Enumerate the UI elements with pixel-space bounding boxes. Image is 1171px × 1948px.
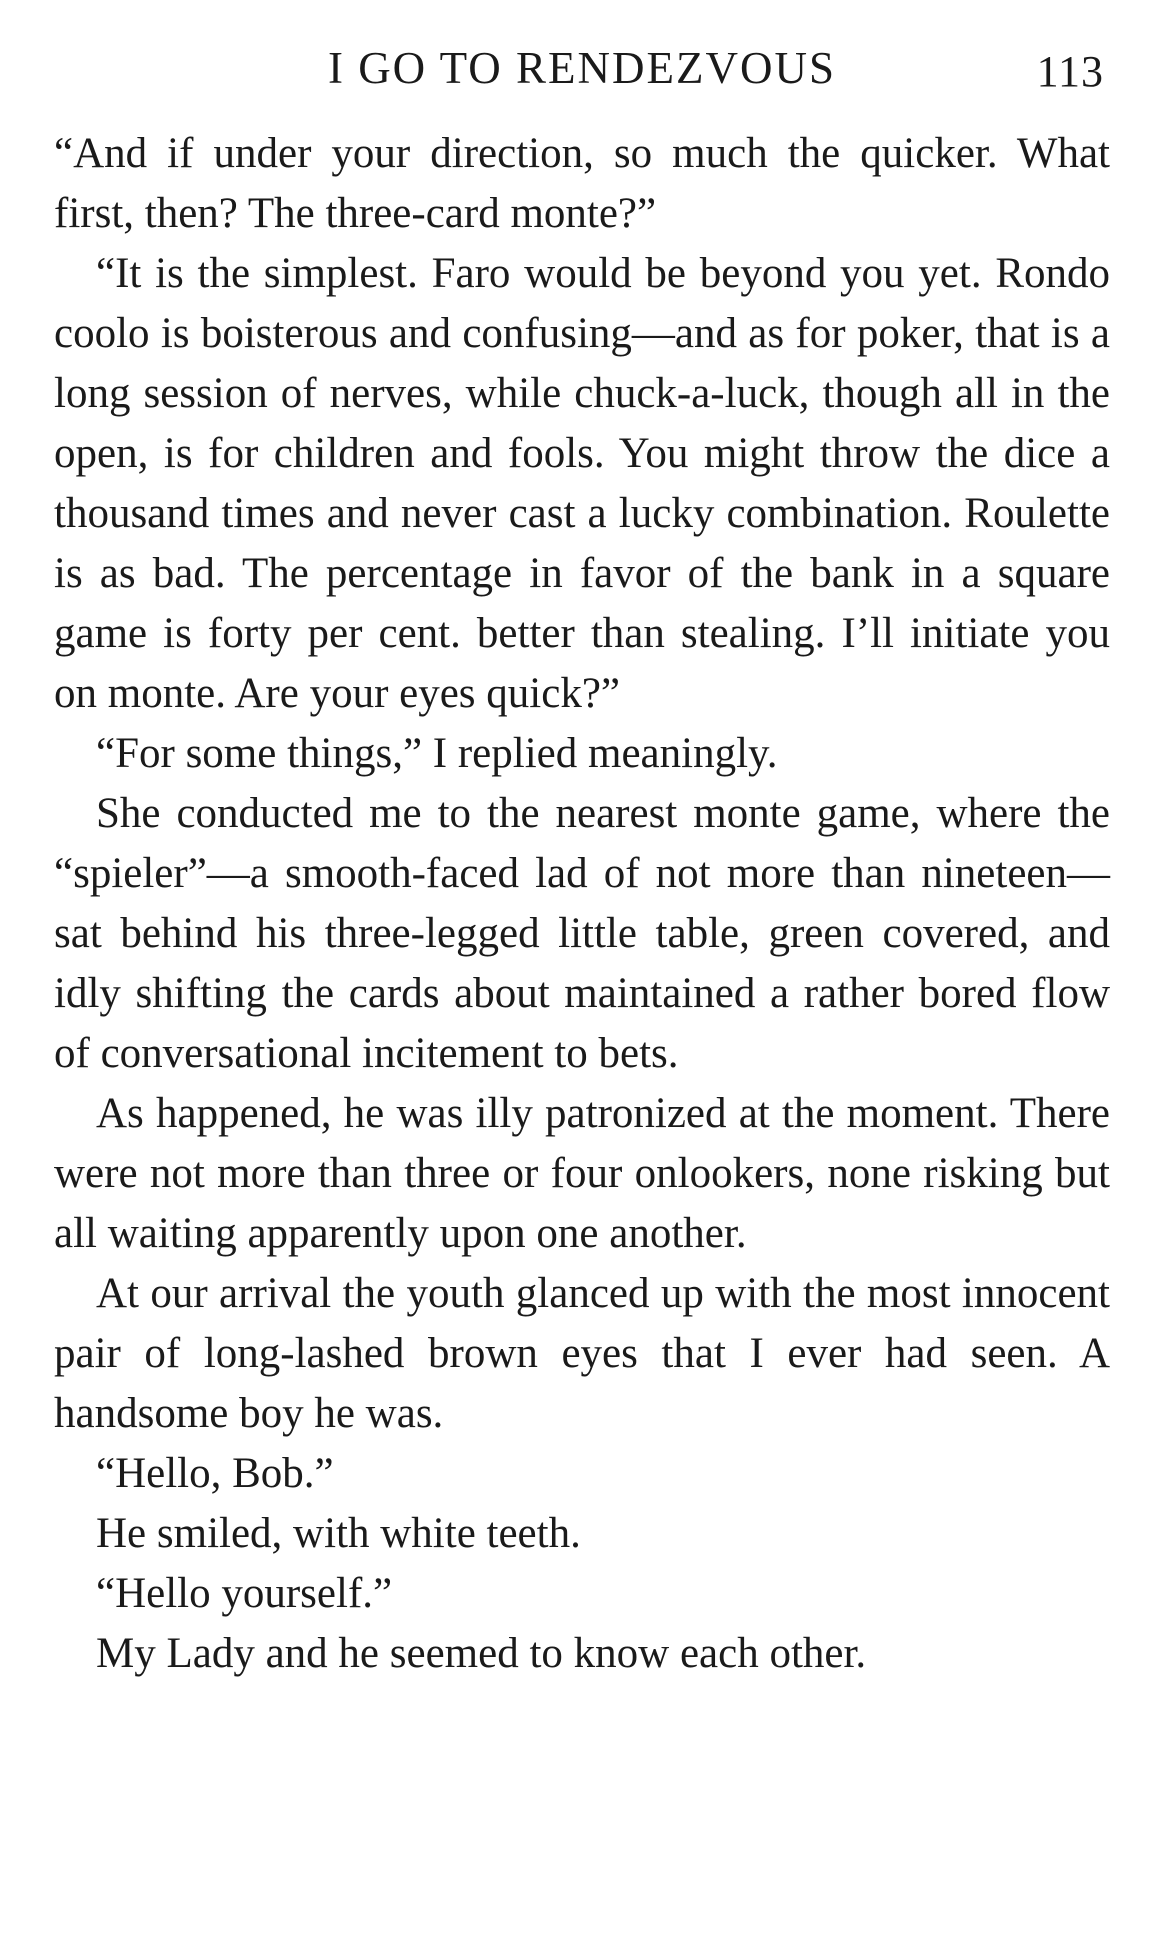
paragraph: She conducted me to the nearest monte game, where the “spieler”—a smooth-faced lad of not more than nineteen—sat behind his three-legged little table, green covered, and idly shifting the cards about maintained a rather bored flow of conversational incitement to bets.	[54, 790, 1110, 1077]
page-number: 113	[1036, 47, 1104, 96]
paragraph: “For some things,” I replied meaningly.	[96, 730, 778, 777]
paragraph: “Hello yourself.”	[96, 1570, 393, 1617]
paragraph: “It is the simplest. Faro would be beyond you yet. Rondo coolo is boisterous and confusing—and as for poker, that is a long session of nerves, while chuck-a-luck, though all in the open, is for children and fools. You might throw the dice a thousand times and never cast a lucky combination. Roulette is as bad. The percentage in favor of the bank in a square game is forty per cent. better than stealing. I’ll initiate you on monte. Are your eyes quick?”	[54, 250, 1110, 717]
paragraph: “Hello, Bob.”	[96, 1450, 334, 1497]
running-head	[54, 38, 1110, 98]
running-title: I GO TO RENDEZVOUS	[327, 43, 837, 93]
body-text	[54, 124, 1110, 1684]
paragraph: He smiled, with white teeth.	[96, 1510, 581, 1557]
paragraph: At our arrival the youth glanced up with the most innocent pair of long-lashed brown eyes that I ever had seen. A handsome boy he was.	[54, 1270, 1110, 1437]
paragraph: My Lady and he seemed to know each other.	[96, 1630, 867, 1677]
paragraph: As happened, he was illy patronized at the moment. There were not more than three or four onlookers, none risking but all waiting apparently upon one another.	[54, 1090, 1110, 1257]
paragraph: “And if under your direction, so much the quicker. What first, then? The three-card monte?”	[54, 130, 1110, 237]
